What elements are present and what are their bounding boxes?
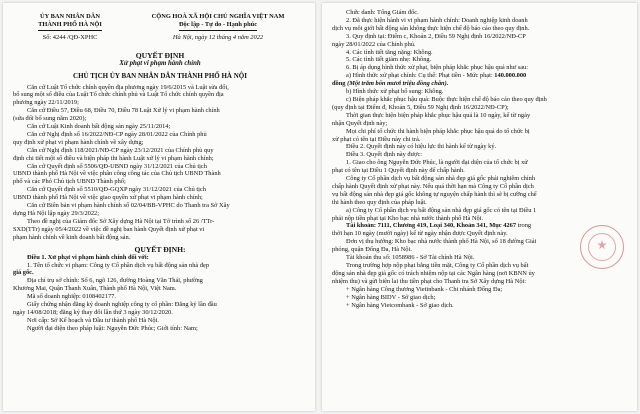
fine-line-2: đồng (Một trăm bốn mươi triệu đồng chẵn). (332, 80, 449, 88)
text-line: + Ngân hàng Công thương Vietinbank - Chi nhánh Đống Đa; (346, 285, 503, 293)
right-body (332, 9, 629, 309)
text-line: Giấy chứng nhận đăng ký doanh nghiệp công ty cổ phần: Đăng ký lần đầu (27, 301, 217, 309)
text-line: Căn cứ Luật Tổ chức chính quyền địa phương ngày 19/6/2015 và Luật sửa đổi, (27, 83, 229, 91)
document-subtitle: Xử phạt vi phạm hành chính (119, 60, 201, 67)
text-line: quy định xử phạt vi phạm hành chính về xây dựng; (13, 138, 144, 146)
document-number: Số: 4244 /QĐ-XPHC (42, 33, 98, 41)
violator-name-line-1: 1. Tên tổ chức vi phạm: Công ty Cổ phần dịch vụ bất động sản nhà đẹp (27, 261, 210, 269)
text-line: Theo đề nghị của Giám đốc Sở Xây dựng Hà Nội tại Tờ trình số 26 /TTr- (27, 217, 215, 225)
text-line: (quy định tại Điểm đ, Khoản 5, Điều 59 Nghị định 16/2022/NĐ-CP); (332, 103, 509, 111)
text-line: c) Biện pháp khắc phục hậu quả: Buộc thực hiện chế độ báo cáo theo quy định (346, 95, 547, 103)
text-line: Địa chỉ trụ sở chính: Số 6, ngõ 126, đường Hoàng Văn Thái, phường (27, 277, 203, 285)
text-line: Nơi cấp: Sở Kế hoạch và Đầu tư thành phố Hà Nội. (27, 316, 159, 324)
issuing-authority (15, 13, 125, 41)
text-line: phóng, quận Đống Đa, Hà Nội. (332, 246, 412, 254)
text-line: Khương Mai, Quận Thanh Xuân, Thành phố Hà Nội, Việt Nam. (13, 285, 177, 293)
text-line: Trong trường hợp nộp phạt bằng tiền mặt, Công ty Cổ phần dịch vụ bất (346, 262, 529, 269)
text-line: định chi tiết một số điều và biện pháp thi hành Luật xử lý vi phạm hành chính; (13, 154, 214, 162)
text-line: nhiệm thu) và gửi biên lai thu tiền phạt cho Thanh tra Sở Xây dựng Hà Nội: (332, 277, 527, 285)
text-line: Người đại diện theo pháp luật: Nguyễn Đức Phúc; Giới tính: Nam; (27, 324, 198, 332)
official-seal (580, 225, 624, 269)
text-line: Căn cứ Điều 57, Điều 68, Điều 70, Điều 78 Luật Xử lý vi phạm hành chính (27, 107, 220, 115)
text-line: ngày 14/08/2018; đăng ký thay đổi lần thứ 3 ngày 30/12/2020. (13, 308, 173, 316)
page-right (322, 3, 637, 411)
org-line-1: ỦY BAN NHÂN DÂN (40, 13, 100, 20)
text-line: 1. Giao cho ông Nguyễn Đức Phúc, là người đại diện của tổ chức bị xử (346, 159, 528, 167)
text-line: Căn cứ Biên bản vi phạm hành chính số 02/04/BB-VPHC do Thanh tra Sở Xây (27, 202, 230, 210)
text-line: phạm hành chính về kinh doanh bất động sản. (13, 233, 131, 241)
execution-details (332, 159, 629, 222)
document-date: Hà Nội, ngày 12 tháng 4 năm 2022 (172, 33, 264, 41)
nation-line-1: CỘNG HOÀ XÃ HỘI CHỦ NGHĨA VIỆT NAM (151, 13, 285, 20)
authority-heading: CHỦ TỊCH ỦY BAN NHÂN DÂN THÀNH PHỐ HÀ NỘI (73, 71, 247, 80)
text-line: Thời gian thực hiện biện pháp khắc phục hậu quả là 10 ngày, kể từ ngày (346, 111, 531, 119)
text-line: thi hành theo quy định của pháp luật. (332, 198, 427, 206)
article-3: Điều 3. Quyết định này được: (346, 151, 423, 159)
text-line: xử phạt có tên tại Điều này chi trả. (332, 135, 421, 143)
text-line: phạt có tên tại Điều 1 Quyết định này để chấp hành. (332, 167, 465, 175)
text-line: UBND thành phố Hà Nội về việc giao quyền xử phạt vi phạm hành chính; (13, 194, 203, 202)
text-line: a) Công ty Cổ phần dịch vụ bất động sản nhà đẹp giá gốc có tên tại Điều 1 (346, 206, 537, 214)
text-line: thời hạn 10 ngày (mười ngày) kể từ ngày nhận được Quyết định này. (332, 230, 508, 238)
text-line: Công ty Cổ phần dịch vụ bất động sản nhà đẹp giá gốc phải nghiêm chỉnh (346, 175, 536, 183)
text-line: + Ngân hàng Vietcombank - Sở giao dịch. (346, 301, 454, 309)
text-line: 3. Quy định tại: Điểm c, Khoản 2, Điều 59 Nghị định 16/2022/NĐ-CP (346, 32, 526, 40)
text-line: 4. Các tình tiết tăng nặng: Không. (346, 48, 433, 56)
page-left (3, 3, 315, 411)
text-line: nhận Quyết định này; (332, 119, 388, 127)
violation-details (332, 9, 629, 72)
nation-line-2: Độc lập - Tự do - Hạnh phúc (128, 21, 308, 31)
legal-basis (13, 84, 307, 242)
seal-star-icon (597, 240, 607, 250)
text-line: dựng Hà Nội lập ngày 29/3/2022; (13, 210, 99, 217)
text-line: 6. Bị áp dụng hình thức xử phạt, biện pháp khắc phục hậu quả như sau: (346, 64, 529, 72)
text-line: bổ sung một số điều của Luật Tổ chức chính phủ và Luật Tổ chức chính quyền địa (13, 91, 224, 99)
text-line: SXD(TTr) ngày 05/4/2022 về việc đề nghị ban hành Quyết định xử phạt vi (13, 225, 205, 233)
text-line: Căn cứ Quyết định số 5506/QĐ-UBND ngày 31/12/2021 của Chủ tịch (27, 162, 207, 170)
text-line: Mọi chi phí tổ chức thi hành biện pháp khắc phục hậu quả do tổ chức bị (346, 127, 530, 135)
text-line: (sửa đổi bổ sung năm 2020); (13, 115, 87, 123)
text-line: Tài khoản thu số: 1058986 - Sở Tài chính Hà Nội. (346, 254, 475, 262)
text-line: ngày 28/01/2022 của Chính phủ. (332, 40, 416, 48)
text-line: phải nộp tiền phạt tại Kho bạc nhà nước thành phố Hà Nội. (332, 214, 484, 222)
text-line: Mã số doanh nghiệp: 0108402177. (27, 293, 116, 301)
text-line: + Ngân hàng BIDV - Sở giao dịch; (346, 293, 436, 301)
document-title: QUYẾT ĐỊNH (135, 51, 185, 60)
text-line: UBND thành phố Hà Nội về việc phân công công tác của Chủ tịch UBND Thành (13, 170, 221, 178)
text-line: phố và các Phó Chủ tịch UBND Thành phố; (13, 178, 126, 186)
fine-line: a) Hình thức xử phạt chính: Cụ thể: Phạt tiền - Mức phạt: 140.000.000 (346, 72, 527, 80)
decide-heading: QUYẾT ĐỊNH: (134, 244, 186, 254)
text-line: b) Hình thức xử phạt bổ sung: Không. (346, 88, 444, 96)
text-line: phương ngày 22/11/2019; (13, 99, 79, 107)
text-line: dịch vụ môi giới bất động sản không thực hiện chế độ báo cáo theo quy định. (332, 24, 530, 32)
national-header (128, 13, 308, 41)
text-line: Đơn vị thụ hưởng: Kho bạc nhà nước thành phố Hà Nội, số 18 đường Giải (346, 238, 537, 246)
account-line: Tài khoản: 7111, Chương 419, Loại 340, Khoản 341, Mục 4267 trong (346, 222, 532, 230)
text-line: Chức danh: Tổng Giám đốc. (346, 9, 419, 16)
text-line: động sản nhà đẹp giá gốc có trách nhiệm nộp tại các Ngân hàng (nơi KBNN ủy (332, 269, 535, 277)
text-line: Căn cứ Luật Kinh doanh bất động sản ngày 25/11/2014; (27, 123, 171, 131)
text-line: Căn cứ Quyết định số 5510/QĐ-GQXP ngày 31/12/2021 của Chủ tịch (27, 186, 206, 194)
text-line: 2. Đã thực hiện hành vi vi phạm hành chính: Doanh nghiệp kinh doanh (346, 16, 528, 24)
text-line: vụ bất động sản nhà đẹp giá gốc không tự nguyện chấp hành thì sẽ bị cưỡng chế (332, 190, 537, 198)
remedies (332, 88, 629, 143)
text-line: Căn cứ Nghị định 118/2021/NĐ-CP ngày 23/12/2021 của Chính phủ quy (27, 146, 214, 154)
violator-details (13, 277, 307, 332)
article-1-heading: Điều 1. Xử phạt vi phạm hành chính đối với: (27, 253, 149, 261)
text-line: Căn cứ Nghị định số 16/2022/NĐ-CP ngày 28/01/2022 của Chính phủ (27, 130, 207, 138)
text-line: chấp hành Quyết định xử phạt này. Nếu quá thời hạn mà Công ty Cổ phần dịch (332, 182, 534, 190)
left-body (13, 51, 307, 333)
violator-name-line-2: giá gốc. (13, 269, 34, 277)
article-2: Điều 2. Quyết định này có hiệu lực thi hành kể từ ngày ký. (346, 143, 497, 151)
org-line-2: THÀNH PHỐ HÀ NỘI (15, 21, 125, 31)
text-line: 5. Các tình tiết giảm nhẹ: Không. (346, 56, 432, 64)
